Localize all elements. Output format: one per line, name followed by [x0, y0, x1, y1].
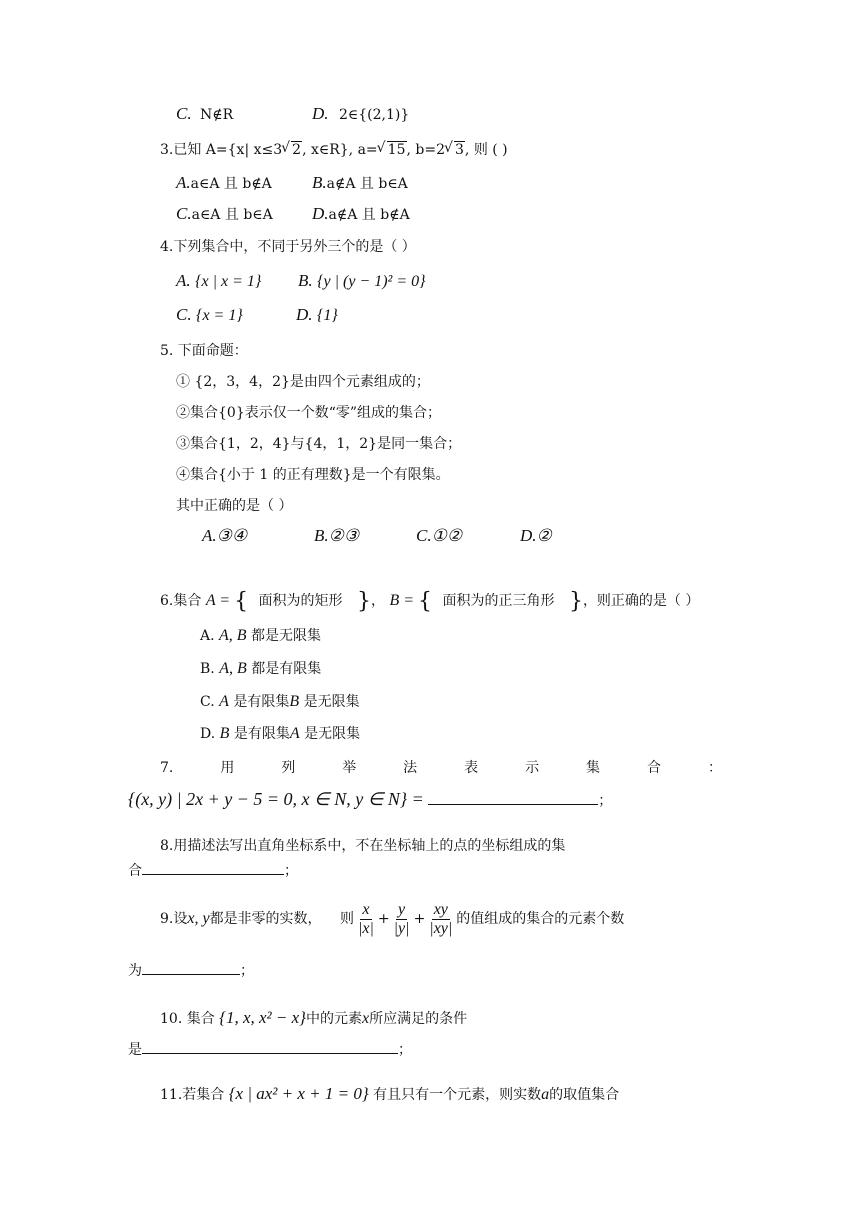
q3-option-c: C.a∈A 且 b∈A — [176, 204, 273, 223]
q4-stem: 4.下列集合中，不同于另外三个的是（ ） — [160, 239, 416, 255]
fraction-x: $\frac{x}{|x|}$ — [358, 900, 374, 937]
q6-option-d: D. B 是有限集A 是无限集 — [200, 725, 361, 742]
q7-stem: 7. 用 列 举 法 表 示 集 合 ： — [160, 760, 722, 776]
q3-option-d: D.a∉A 且 b∉A — [312, 204, 410, 223]
q8-line1: 8.用描述法写出直角坐标系中，不在坐标轴上的点的坐标组成的集 — [160, 838, 566, 854]
q2-option-d: D. 2∈{(2,1)} — [312, 104, 410, 123]
sqrt-2: √ 2 — [282, 140, 302, 160]
q6-option-a: A. A, B 都是无限集 — [200, 627, 322, 644]
fraction-xy: $\frac{xy}{|xy|}$ — [429, 900, 453, 937]
q4-option-b: B. {y | (y − 1)² = 0} — [298, 271, 426, 290]
q10-answer-blank[interactable] — [142, 1039, 398, 1054]
q10-stem: 10. 集合 {1, x, x² − x}中的元素x所应满足的条件 — [160, 1008, 468, 1027]
q3-option-b: B.a∉A 且 b∈A — [312, 173, 408, 192]
q5-statement-1: ① {2，3，4，2}是由四个元素组成的； — [176, 374, 430, 390]
q5-stem: 5. 下面命题： — [160, 343, 248, 359]
q8-line2: 合 ； — [128, 860, 298, 881]
q9-stem: 9.设x, y都是非零的实数， 则 $\frac{x}{|x|}$ + $\frac{y}{|y|}$ + $\frac{xy}{|xy|}$ 的值组成的集合的元素个数 — [160, 900, 625, 937]
q5-statement-3: ③集合{1，2，4}与{4，1，2}是同一集合； — [176, 436, 462, 452]
q5-ask: 其中正确的是（ ） — [176, 498, 293, 514]
q5-statement-2: ②集合{0}表示仅一个数“零”组成的集合； — [176, 405, 442, 421]
q9-line2: 为 ； — [128, 960, 254, 981]
q5-option-c: C.①② — [416, 526, 463, 545]
q7-expression: {(x, y) | 2x + y − 5 = 0, x ∈ N, y ∈ N} = ； — [128, 789, 613, 809]
q7-answer-blank[interactable] — [428, 790, 598, 805]
q5-option-d: D.② — [520, 526, 552, 545]
q8-answer-blank[interactable] — [142, 860, 284, 875]
q11-stem: 11.若集合 {x | ax² + x + 1 = 0} 有且只有一个元素，则实数a的取值集合 — [160, 1084, 620, 1103]
q9-answer-blank[interactable] — [142, 960, 240, 975]
q5-option-a: A.③④ — [202, 526, 248, 545]
q3-stem: 3.已知 A={x| x≤3√ 2, x∈R}, a=√ 15, b=2√ 3, 则 ( ) — [160, 140, 508, 160]
sqrt-15: √ 15 — [378, 140, 407, 160]
q5-statement-4: ④集合{小于 1 的正有理数}是一个有限集。 — [176, 467, 450, 483]
fraction-y: $\frac{y}{|y|}$ — [393, 900, 410, 937]
q6-option-c: C. A 是有限集B 是无限集 — [200, 693, 360, 710]
q6-stem: 6.集合 A = { 面积为的矩形 }， B = { 面积为的正三角形 }，则正确的是（ ） — [160, 589, 700, 614]
q10-line2: 是 ； — [128, 1039, 412, 1060]
q2-option-c: C. N∉R — [176, 104, 234, 123]
q4-option-c: C. {x = 1} — [176, 305, 243, 324]
q4-option-a: A. {x | x = 1} — [176, 271, 262, 290]
q6-option-b: B. A, B 都是有限集 — [200, 660, 322, 677]
sqrt-3: √ 3 — [445, 140, 465, 160]
q4-option-d: D. {1} — [296, 305, 338, 324]
q5-option-b: B.②③ — [314, 526, 360, 545]
q3-option-a: A.a∈A 且 b∉A — [176, 173, 272, 192]
